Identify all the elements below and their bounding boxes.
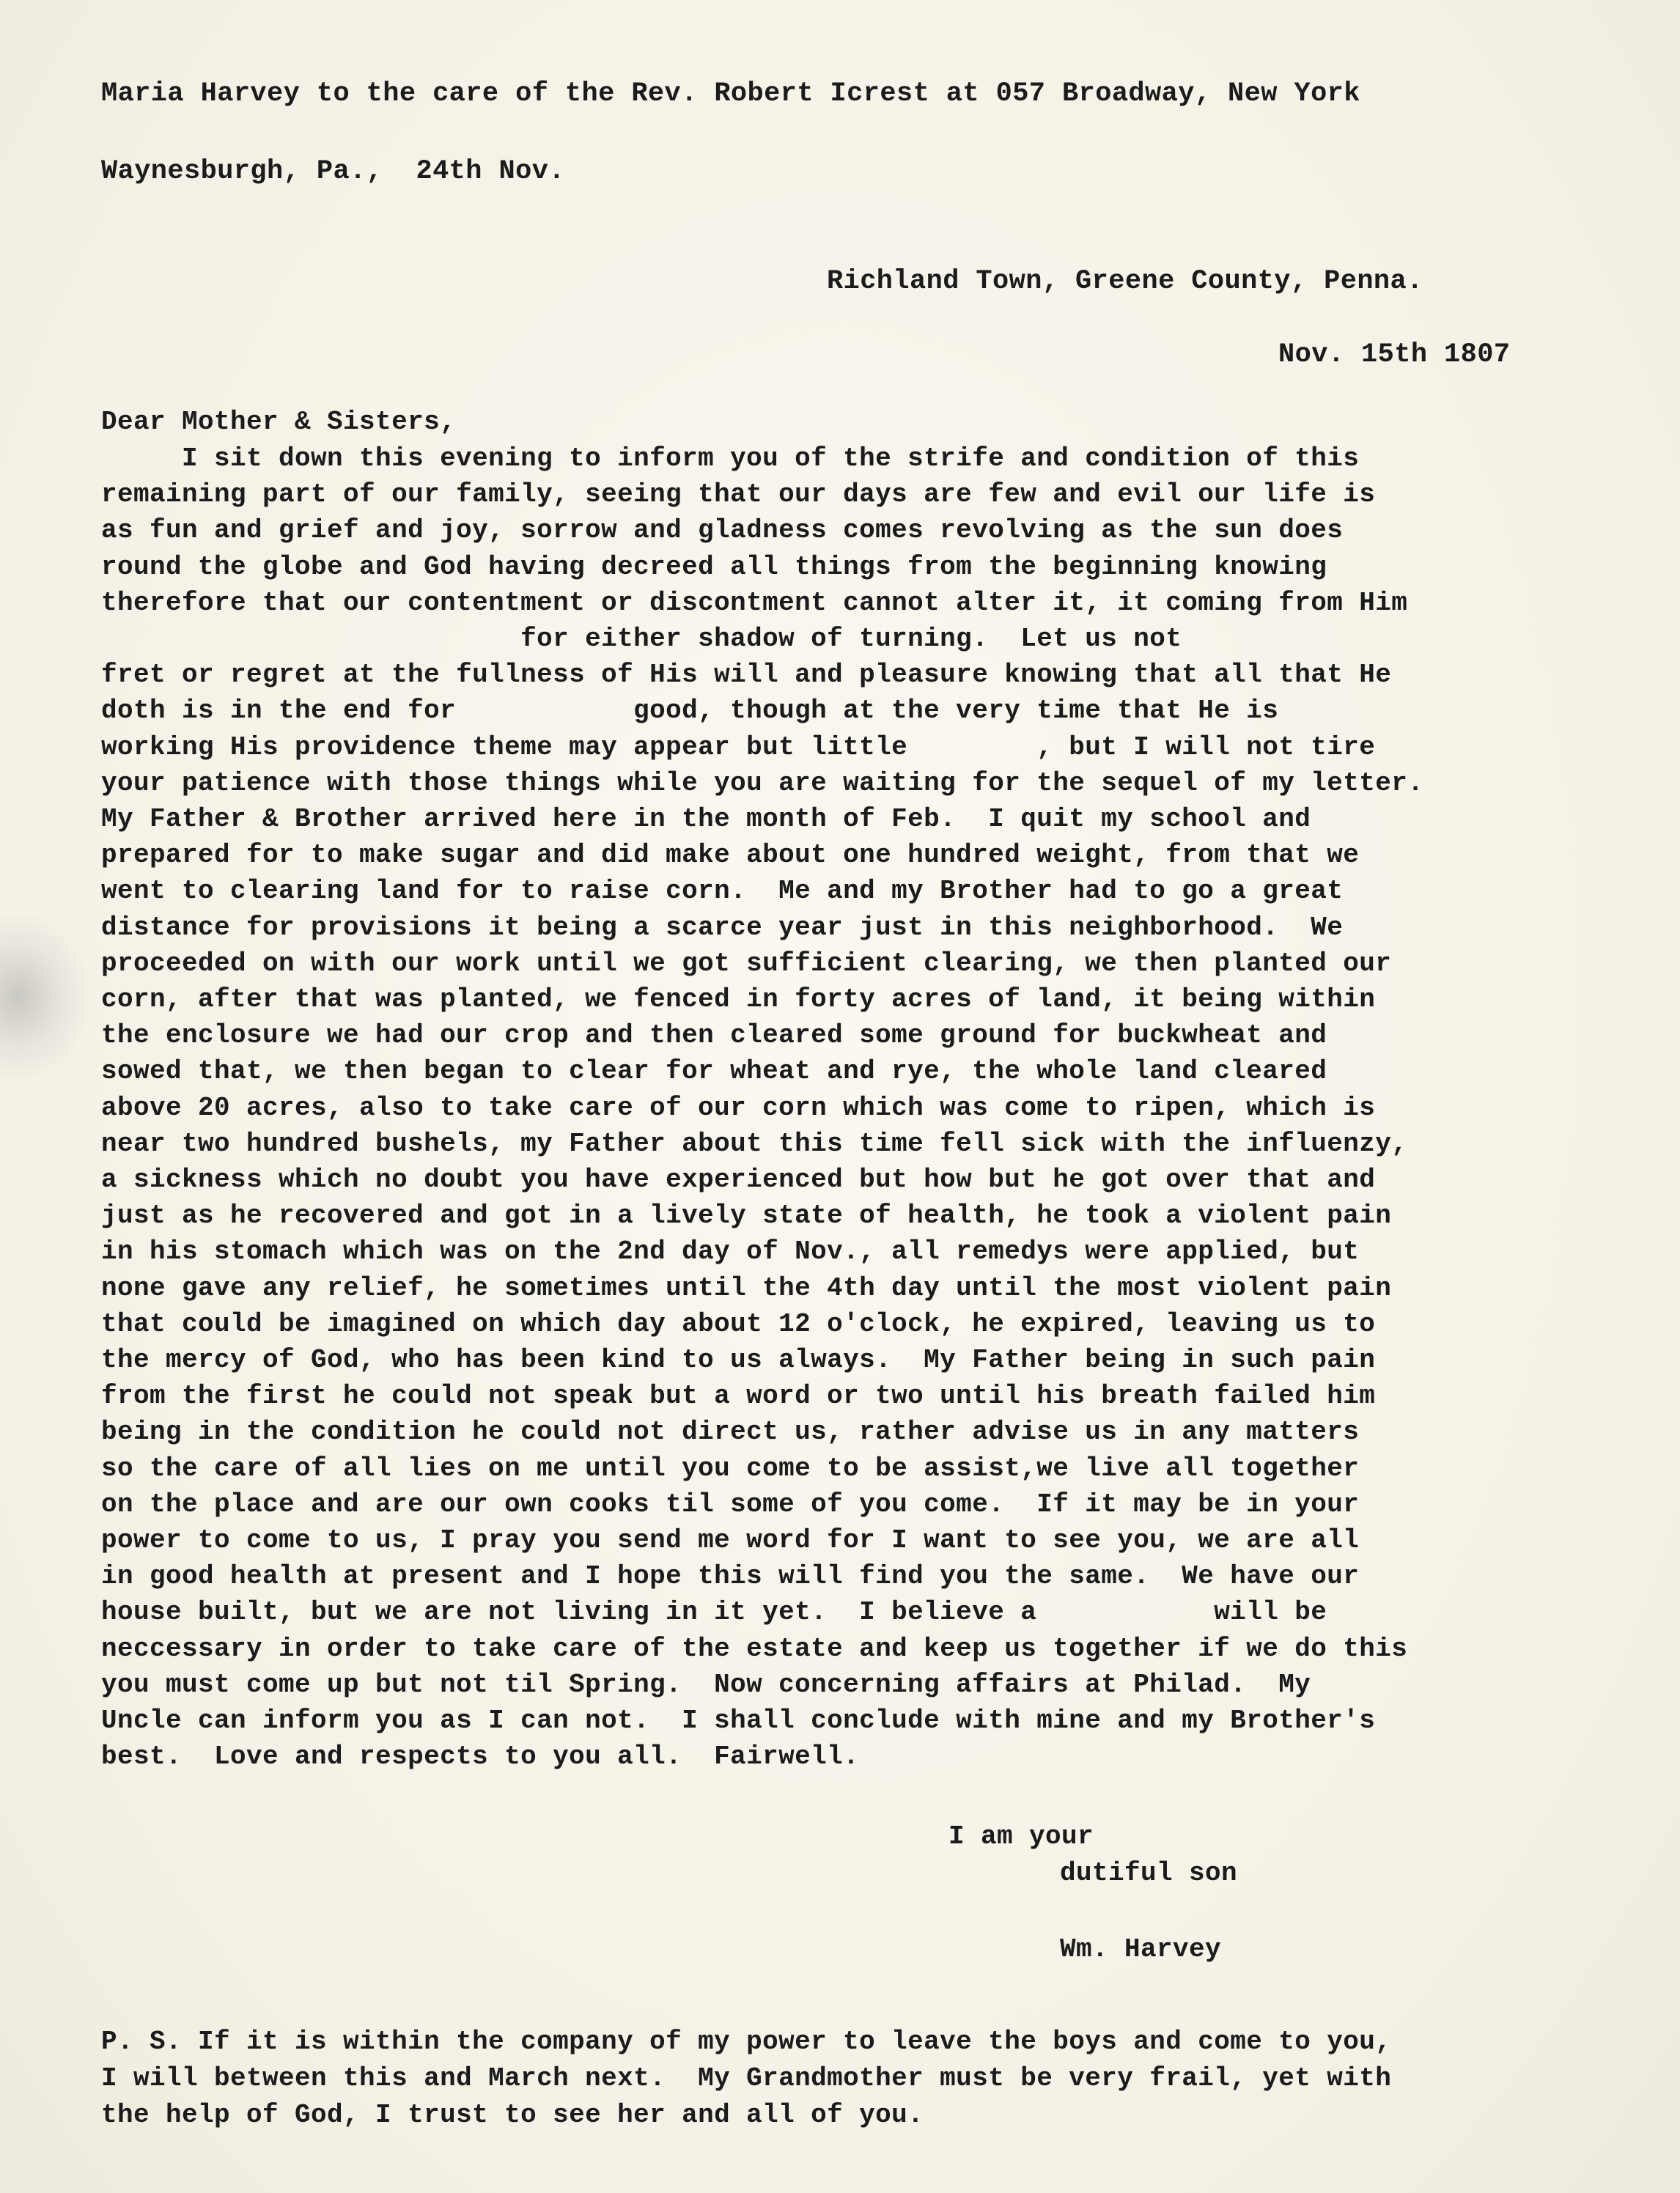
- body-line: distance for provisions it being a scarce year just in this neighborhood. We: [101, 912, 1344, 943]
- body-line: proceeded on with our work until we got sufficient clearing, we then planted our: [101, 948, 1392, 978]
- body-line: neccessary in order to take care of the estate and keep us together if we do this: [101, 1633, 1408, 1664]
- closing-line-1: I am your: [948, 1821, 1094, 1851]
- letter-location: Richland Town, Greene County, Penna.: [827, 266, 1423, 297]
- paper-smudge: [0, 916, 88, 1077]
- body-line: none gave any relief, he sometimes until the 4th day until the most violent pain: [101, 1272, 1392, 1303]
- body-line: that could be imagined on which day about 12 o'clock, he expired, leaving us to: [101, 1308, 1376, 1339]
- body-line: working His providence theme may appear but little , but I will not tire: [101, 731, 1376, 762]
- letter-body: [101, 444, 1596, 1807]
- body-line: above 20 acres, also to take care of our corn which was come to ripen, which is: [101, 1092, 1376, 1123]
- postscript-line: P. S. If it is within the company of my power to leave the boys and come to you,: [101, 2027, 1392, 2057]
- postscript-line: I will between this and March next. My Grandmother must be very frail, yet with: [101, 2063, 1392, 2093]
- body-line: in his stomach which was on the 2nd day of Nov., all remedys were applied, but: [101, 1236, 1360, 1267]
- body-line: from the first he could not speak but a word or two until his breath failed him: [101, 1381, 1376, 1412]
- closing-line-2: dutiful son: [1060, 1858, 1238, 1888]
- body-line: remaining part of our family, seeing that our days are few and evil our life is: [101, 479, 1376, 510]
- body-line: near two hundred bushels, my Father about this time fell sick with the influenzy,: [101, 1128, 1408, 1159]
- body-line: I sit down this evening to inform you of the strife and condition of this: [101, 443, 1360, 473]
- postscript: [101, 2027, 1596, 2137]
- body-line: on the place and are our own cooks til some of you come. If it may be in your: [101, 1489, 1360, 1519]
- body-line: My Father & Brother arrived here in the month of Feb. I quit my school and: [101, 804, 1311, 834]
- body-line: sowed that, we then began to clear for wheat and rye, the whole land cleared: [101, 1056, 1327, 1087]
- body-line: power to come to us, I pray you send me word for I want to see you, we are all: [101, 1525, 1360, 1555]
- address-line: Maria Harvey to the care of the Rev. Robert Icrest at 057 Broadway, New York: [101, 78, 1360, 109]
- body-line: best. Love and respects to you all. Fairwell.: [101, 1742, 860, 1772]
- body-line: fret or regret at the fullness of His will and pleasure knowing that all that He: [101, 660, 1392, 690]
- body-line: a sickness which no doubt you have experienced but how but he got over that and: [101, 1165, 1376, 1195]
- body-line: Uncle can inform you as I can not. I shall conclude with mine and my Brother's: [101, 1706, 1376, 1736]
- body-line: in good health at present and I hope this will find you the same. We have our: [101, 1561, 1360, 1592]
- body-line: corn, after that was planted, we fenced in forty acres of land, it being within: [101, 984, 1376, 1014]
- body-line: for either shadow of turning. Let us not: [101, 624, 1182, 654]
- body-line: house built, but we are not living in it yet. I believe a will be: [101, 1597, 1327, 1628]
- body-line: so the care of all lies on me until you come to be assist,we live all together: [101, 1453, 1360, 1484]
- body-line: round the globe and God having decreed all things from the beginning knowing: [101, 551, 1327, 582]
- body-line: your patience with those things while you are waiting for the sequel of my letter.: [101, 767, 1424, 798]
- body-line: went to clearing land for to raise corn. Me and my Brother had to go a great: [101, 876, 1344, 907]
- body-line: prepared for to make sugar and did make about one hundred weight, from that we: [101, 840, 1360, 871]
- salutation: Dear Mother & Sisters,: [101, 407, 457, 437]
- body-line: you must come up but not til Spring. Now concerning affairs at Philad. My: [101, 1669, 1311, 1700]
- body-line: the enclosure we had our crop and then cleared some ground for buckwheat and: [101, 1020, 1327, 1051]
- body-line: the mercy of God, who has been kind to us always. My Father being in such pain: [101, 1345, 1376, 1375]
- postmark-line: Waynesburgh, Pa., 24th Nov.: [101, 156, 565, 187]
- postscript-line: the help of God, I trust to see her and all of you.: [101, 2100, 924, 2130]
- body-line: as fun and grief and joy, sorrow and gladness comes revolving as the sun does: [101, 515, 1344, 546]
- body-line: doth is in the end for good, though at the very time that He is: [101, 696, 1279, 726]
- body-line: therefore that our contentment or discontment cannot alter it, it coming from Him: [101, 587, 1408, 618]
- signature: Wm. Harvey: [1060, 1934, 1222, 1964]
- body-line: just as he recovered and got in a lively state of health, he took a violent pain: [101, 1201, 1392, 1231]
- body-line: being in the condition he could not direct us, rather advise us in any matters: [101, 1417, 1360, 1448]
- letter-date: Nov. 15th 1807: [1278, 339, 1511, 370]
